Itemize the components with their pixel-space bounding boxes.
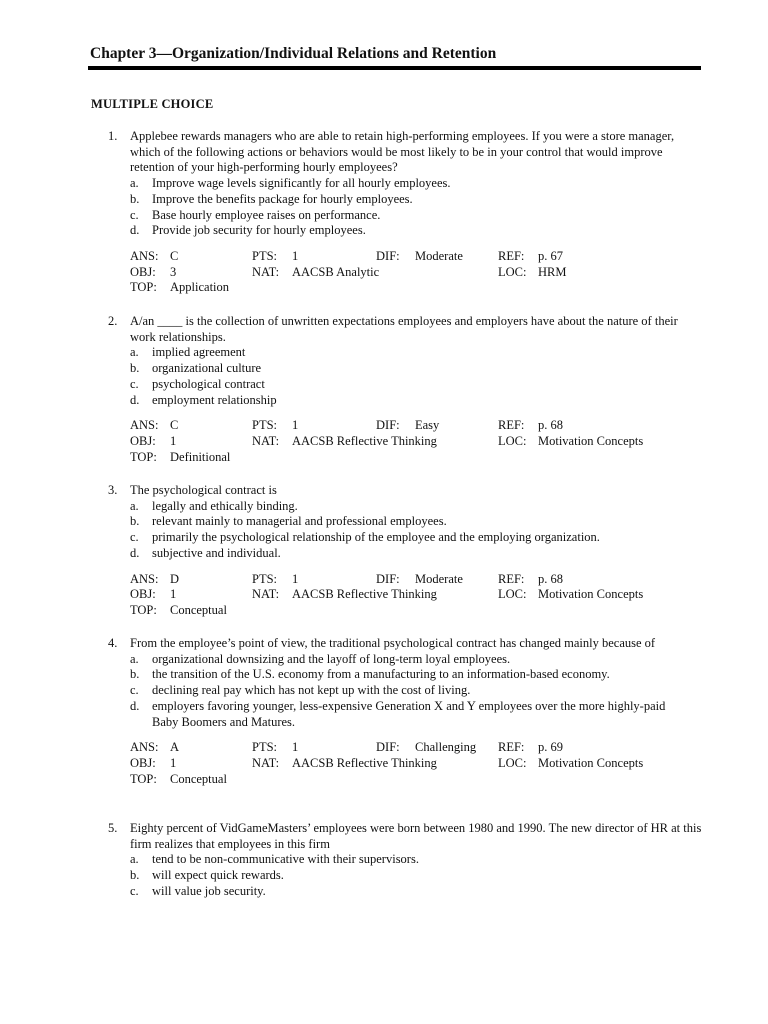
option-letter: d. — [130, 223, 140, 238]
option-text: Improve the benefits package for hourly employees. — [152, 191, 413, 206]
obj-value: 1 — [170, 587, 177, 602]
chapter-title: Chapter 3—Organization/Individual Relations and Retention — [90, 45, 497, 62]
question-number: 2. — [108, 314, 118, 328]
option-c — [130, 683, 705, 699]
section-heading: MULTIPLE CHOICE — [91, 97, 214, 111]
top-label: TOP: — [130, 449, 157, 464]
option-letter: a. — [130, 176, 139, 191]
question-stem: Eighty percent of VidGameMasters’ employees were born between 1980 and 1990. The new director of HR at this firm realizes that employees in this firm — [130, 821, 702, 851]
dif-value: Easy — [415, 418, 440, 433]
option-letter: b. — [130, 667, 140, 682]
loc-label: LOC: — [498, 587, 527, 602]
dif-label: DIF: — [376, 418, 400, 433]
loc-label: LOC: — [498, 264, 527, 279]
dif-value: Moderate — [415, 571, 463, 586]
ans-label: ANS: — [130, 248, 159, 263]
question-4 — [90, 636, 705, 788]
answer-metadata — [130, 572, 705, 620]
option-letter: c. — [130, 883, 139, 898]
option-b — [130, 667, 705, 683]
option-text: organizational culture — [152, 361, 262, 376]
answer-metadata — [130, 418, 705, 466]
question-stem: Applebee rewards managers who are able to retain high-performing employees. If you were a store manager, which of the following actions or behaviors would be most likely to be in your control that would improve retention of your high-performing hourly employees? — [130, 129, 675, 175]
option-text: will expect quick rewards. — [152, 868, 284, 883]
top-value: Conceptual — [170, 602, 227, 617]
option-text: declining real pay which has not kept up with the cost of living. — [152, 683, 471, 698]
dif-label: DIF: — [376, 571, 400, 586]
pts-value: 1 — [292, 740, 299, 755]
option-d — [130, 699, 705, 730]
ans-value: C — [170, 418, 179, 433]
option-text: the transition of the U.S. economy from a manufacturing to an information-based economy. — [152, 667, 610, 682]
question-stem: The psychological contract is — [130, 483, 277, 497]
option-d — [130, 546, 705, 562]
option-text: primarily the psychological relationship of the employee and the employing organization. — [152, 530, 600, 545]
option-c — [130, 208, 705, 224]
option-letter: b. — [130, 361, 140, 376]
option-text: tend to be non-communicative with their supervisors. — [152, 852, 419, 867]
option-letter: b. — [130, 868, 140, 883]
loc-value: Motivation Concepts — [538, 587, 644, 602]
option-a — [130, 345, 705, 361]
answer-metadata — [130, 249, 705, 297]
obj-value: 1 — [170, 755, 177, 770]
top-label: TOP: — [130, 280, 157, 295]
top-value: Application — [170, 280, 230, 295]
ans-label: ANS: — [130, 418, 159, 433]
question-3 — [90, 483, 705, 620]
nat-label: NAT: — [252, 264, 280, 279]
loc-label: LOC: — [498, 755, 527, 770]
obj-label: OBJ: — [130, 755, 156, 770]
ref-value: p. 69 — [538, 740, 563, 755]
option-letter: b. — [130, 514, 140, 529]
ans-label: ANS: — [130, 740, 159, 755]
answer-metadata — [130, 740, 705, 788]
ref-label: REF: — [498, 571, 525, 586]
question-number: 1. — [108, 129, 118, 143]
top-value: Conceptual — [170, 771, 227, 786]
nat-label: NAT: — [252, 433, 280, 448]
ref-value: p. 68 — [538, 571, 563, 586]
question-number: 5. — [108, 821, 118, 835]
pts-label: PTS: — [252, 248, 278, 263]
option-text: subjective and individual. — [152, 545, 281, 560]
nat-value: AACSB Analytic — [292, 264, 380, 279]
option-letter: a. — [130, 345, 139, 360]
option-a — [130, 176, 705, 192]
option-text: will value job security. — [152, 883, 266, 898]
pts-label: PTS: — [252, 740, 278, 755]
nat-value: AACSB Reflective Thinking — [292, 587, 437, 602]
question-number: 3. — [108, 483, 118, 497]
question-1 — [90, 129, 705, 297]
pts-label: PTS: — [252, 418, 278, 433]
title-rule — [88, 66, 701, 70]
ans-value: C — [170, 248, 179, 263]
dif-label: DIF: — [376, 740, 400, 755]
loc-value: Motivation Concepts — [538, 433, 644, 448]
option-d — [130, 393, 705, 409]
option-letter: a. — [130, 651, 139, 666]
ref-label: REF: — [498, 740, 525, 755]
option-text: legally and ethically binding. — [152, 498, 298, 513]
question-number: 4. — [108, 636, 118, 650]
option-letter: c. — [130, 376, 139, 391]
loc-value: Motivation Concepts — [538, 755, 644, 770]
pts-value: 1 — [292, 248, 299, 263]
option-b — [130, 192, 705, 208]
option-c — [130, 884, 705, 900]
ref-value: p. 67 — [538, 248, 563, 263]
option-c — [130, 377, 705, 393]
dif-value: Moderate — [415, 248, 463, 263]
option-b — [130, 514, 705, 530]
option-text: Base hourly employee raises on performance. — [152, 207, 381, 222]
option-letter: a. — [130, 498, 139, 513]
top-label: TOP: — [130, 771, 157, 786]
option-letter: c. — [130, 530, 139, 545]
option-d — [130, 223, 705, 239]
option-a — [130, 499, 705, 515]
obj-label: OBJ: — [130, 587, 156, 602]
obj-label: OBJ: — [130, 264, 156, 279]
option-b — [130, 868, 705, 884]
dif-value: Challenging — [415, 740, 477, 755]
nat-value: AACSB Reflective Thinking — [292, 433, 437, 448]
option-letter: d. — [130, 698, 140, 713]
option-text: Improve wage levels significantly for all hourly employees. — [152, 176, 451, 191]
option-letter: c. — [130, 207, 139, 222]
dif-label: DIF: — [376, 248, 400, 263]
option-a — [130, 852, 705, 868]
pts-value: 1 — [292, 418, 299, 433]
option-letter: c. — [130, 683, 139, 698]
ans-value: D — [170, 571, 180, 586]
option-text: employment relationship — [152, 392, 277, 407]
pts-value: 1 — [292, 571, 299, 586]
obj-value: 3 — [170, 264, 177, 279]
option-text: organizational downsizing and the layoff of long-term loyal employees. — [152, 651, 511, 666]
option-c — [130, 530, 705, 546]
ref-label: REF: — [498, 418, 525, 433]
option-letter: a. — [130, 852, 139, 867]
nat-value: AACSB Reflective Thinking — [292, 755, 437, 770]
option-text: Provide job security for hourly employees. — [152, 223, 366, 238]
question-stem: From the employee’s point of view, the traditional psychological contract has changed mainly because of — [130, 636, 656, 650]
obj-value: 1 — [170, 433, 177, 448]
nat-label: NAT: — [252, 587, 280, 602]
pts-label: PTS: — [252, 571, 278, 586]
question-5 — [90, 821, 705, 900]
option-b — [130, 361, 705, 377]
option-text: relevant mainly to managerial and professional employees. — [152, 514, 447, 529]
ans-label: ANS: — [130, 571, 159, 586]
option-text: psychological contract — [152, 376, 265, 391]
option-letter: d. — [130, 392, 140, 407]
loc-label: LOC: — [498, 433, 527, 448]
top-value: Definitional — [170, 449, 231, 464]
ref-value: p. 68 — [538, 418, 563, 433]
question-2 — [90, 314, 705, 466]
top-label: TOP: — [130, 602, 157, 617]
option-text: employers favoring younger, less-expensive Generation X and Y employees over the more highly-paid Baby Boomers and Matures. — [152, 698, 666, 729]
option-letter: b. — [130, 191, 140, 206]
option-letter: d. — [130, 545, 140, 560]
option-a — [130, 652, 705, 668]
loc-value: HRM — [538, 264, 567, 279]
nat-label: NAT: — [252, 755, 280, 770]
question-stem: A/an ____ is the collection of unwritten expectations employees and employers have about the nature of their work relationships. — [130, 314, 678, 344]
ref-label: REF: — [498, 248, 525, 263]
ans-value: A — [170, 740, 180, 755]
option-text: implied agreement — [152, 345, 246, 360]
obj-label: OBJ: — [130, 433, 156, 448]
